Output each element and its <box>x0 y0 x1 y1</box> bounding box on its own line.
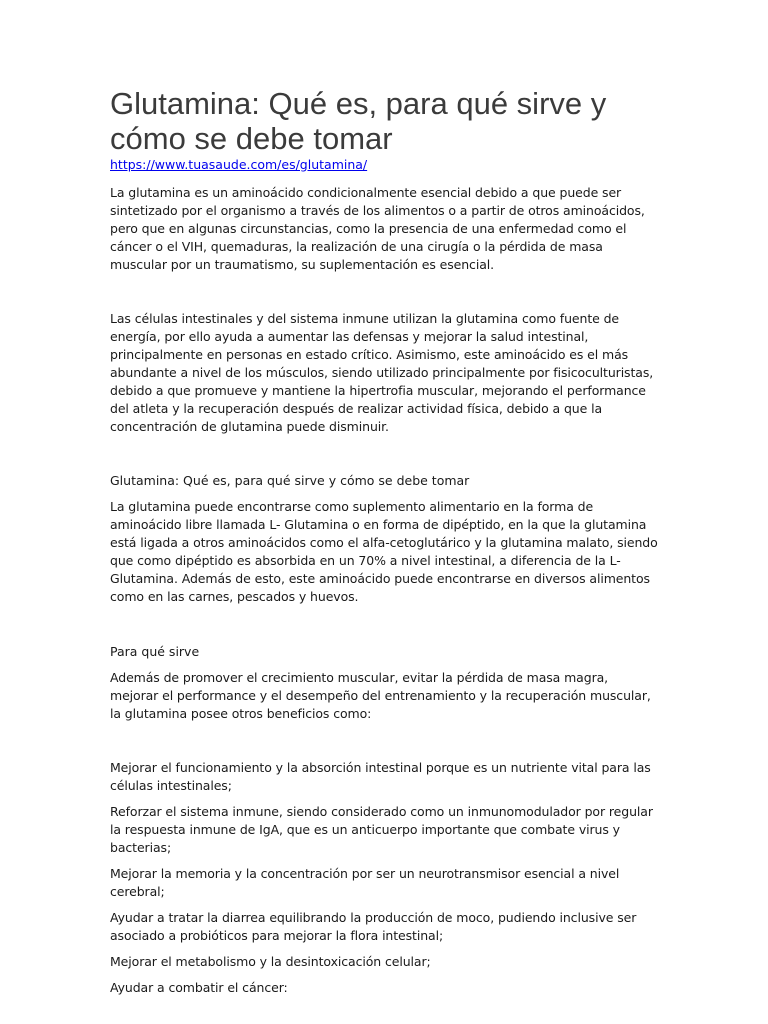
list-item: Mejorar la memoria y la concentración por ser un neurotransmisor esencial a nivel cerebral; <box>110 866 620 899</box>
intro-paragraph-2: Las células intestinales y del sistema inmune utilizan la glutamina como fuente de energía, por ello ayuda a aumentar las defensas y mejorar la salud intestinal, principalmente en personas en estado crítico. Asimismo, este aminoácido es el más abundante a nivel de los músculos, siendo utilizado principalmente por fisicoculturistas, debido a que promueve y mantiene la hipertrofia muscular, mejorando el performance del atleta y la recuperación después de realizar actividad física, debido a que la concentración de glutamina puede disminuir. <box>110 311 654 434</box>
section-paragraph-para-que-sirve: Además de promover el crecimiento muscular, evitar la pérdida de masa magra, mejorar el performance y el desempeño del entrenamiento y la recuperación muscular, la glutamina posee otros beneficios como: <box>110 670 651 721</box>
intro-paragraph-1: La glutamina es un aminoácido condicionalmente esencial debido a que puede ser sintetizado por el organismo a través de los alimentos o a partir de otros aminoácidos, pero que en algunas circunstancias, como la presencia de una enfermedad como el cáncer o el VIH, quemaduras, la realización de una cirugía o la pérdida de masa muscular por un traumatismo, su suplementación es esencial. <box>110 185 645 272</box>
section-heading-para-que-sirve: Para qué sirve <box>110 644 200 659</box>
page-title: Glutamina: Qué es, para qué sirve y cómo se debe tomar <box>110 86 607 156</box>
list-item: Ayudar a combatir el cáncer: <box>110 980 288 995</box>
list-item: Ayudar a tratar la diarrea equilibrando la producción de moco, pudiendo inclusive ser asociado a probióticos para mejorar la flora intestinal; <box>110 910 637 943</box>
section-heading-glutamina: Glutamina: Qué es, para qué sirve y cómo se debe tomar <box>110 473 470 488</box>
section-paragraph-glutamina: La glutamina puede encontrarse como suplemento alimentario en la forma de aminoácido libre llamada L- Glutamina o en forma de dipéptido, en la que la glutamina está ligada a otros aminoácidos como el alfa-cetoglutárico y la glutamina malato, siendo que como dipéptido es absorbida en un 70% a nivel intestinal, a diferencia de la L- Glutamina. Además de esto, este aminoácido puede encontrarse en diversos alimentos como en las carnes, pescados y huevos. <box>110 499 658 604</box>
document-page <box>110 86 660 997</box>
list-item: Reforzar el sistema inmune, siendo considerado como un inmunomodulador por regular la respuesta inmune de IgA, que es un anticuerpo importante que combate virus y bacterias; <box>110 804 653 855</box>
benefits-list <box>110 759 660 997</box>
list-item: Mejorar el metabolismo y la desintoxicación celular; <box>110 954 431 969</box>
source-link[interactable]: https://www.tuasaude.com/es/glutamina/ <box>110 157 368 172</box>
list-item: Mejorar el funcionamiento y la absorción intestinal porque es un nutriente vital para las células intestinales; <box>110 760 651 793</box>
